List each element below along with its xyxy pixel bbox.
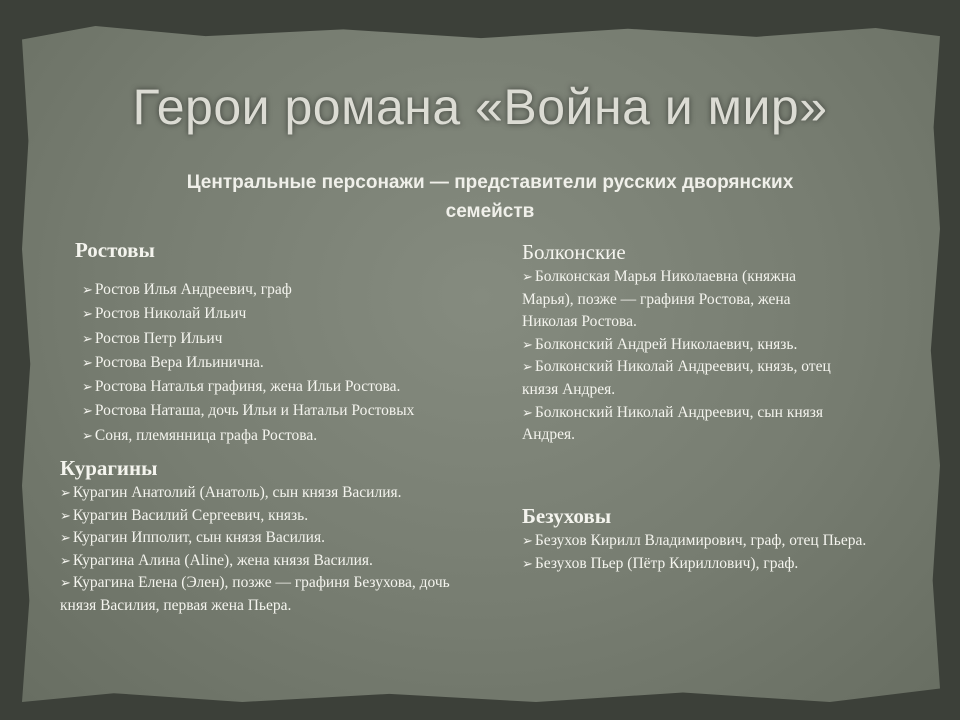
arrow-bullet-icon: ➢ [82, 306, 93, 322]
arrow-bullet-icon: ➢ [522, 336, 533, 352]
list-item-text: Болконский Андрей Николаевич, князь. [534, 335, 798, 353]
arrow-bullet-icon: ➢ [522, 555, 533, 571]
list-item [82, 302, 522, 326]
list-item-text: Курагин Анатолий (Анатоль), сын князя Василия. [72, 484, 402, 501]
list-item [82, 424, 522, 448]
list-item-text: Болконский Николай Андреевич, князь, отец князя Андрея. [522, 358, 831, 398]
list-item-text: Болконская Марья Николаевна (княжна Марья), позже — графиня Ростова, жена Николая Ростова. [522, 268, 797, 331]
list-item [82, 278, 522, 302]
arrow-bullet-icon: ➢ [82, 330, 93, 346]
list-item [522, 402, 842, 447]
slide-title: Герои романа «Война и мир» [132, 79, 828, 135]
arrow-bullet-icon: ➢ [60, 485, 71, 500]
arrow-bullet-icon: ➢ [60, 530, 71, 545]
heading-rostovy: Ростовы [75, 238, 155, 262]
list-item-text: Безухов Пьер (Пётр Кириллович), граф. [534, 554, 799, 572]
heading-bezuhovy: Безуховы [522, 504, 612, 528]
arrow-bullet-icon: ➢ [60, 575, 71, 590]
list-item [522, 356, 842, 401]
arrow-bullet-icon: ➢ [522, 533, 533, 548]
arrow-bullet-icon: ➢ [60, 507, 71, 523]
list-item-text: Ростова Наташа, дочь Ильи и Натальи Ростовых [94, 402, 415, 420]
slide-subtitle: Центральные персонажи — представители русских дворянских семейств [186, 172, 794, 222]
list-item [82, 399, 522, 423]
list-item-text: Курагина Елена (Элен), позже — графиня Безухова, дочь князя Василия, первая жена Пьера. [60, 574, 450, 614]
arrow-bullet-icon: ➢ [82, 282, 93, 297]
arrow-bullet-icon: ➢ [82, 403, 93, 419]
list-item-text: Ростов Петр Ильич [94, 329, 223, 347]
list-item [522, 266, 842, 334]
heading-kuraginy: Курагины [60, 456, 158, 480]
list-item [60, 482, 465, 505]
list-rostovy [82, 278, 522, 448]
list-item-text: Курагин Василий Сергеевич, князь. [72, 506, 309, 524]
arrow-bullet-icon: ➢ [522, 404, 533, 420]
list-item [60, 572, 465, 617]
list-item [60, 550, 465, 573]
list-item-text: Ростова Вера Ильинична. [94, 353, 264, 371]
list-item-text: Ростов Николай Ильич [94, 305, 247, 323]
arrow-bullet-icon: ➢ [522, 359, 533, 375]
list-bolkonskie [522, 266, 842, 447]
list-item-text: Ростова Наталья графиня, жена Ильи Ростова. [94, 378, 401, 396]
list-item [522, 553, 867, 576]
list-item-text: Ростов Илья Андреевич, граф [94, 281, 292, 298]
arrow-bullet-icon: ➢ [60, 552, 71, 568]
list-item [82, 351, 522, 375]
list-item [60, 505, 465, 528]
list-item-text: Соня, племянница графа Ростова. [94, 426, 318, 444]
list-kuraginy [60, 482, 465, 617]
arrow-bullet-icon: ➢ [82, 379, 93, 395]
list-item [60, 527, 465, 550]
list-item [82, 327, 522, 351]
list-item-text: Безухов Кирилл Владимирович, граф, отец Пьера. [534, 532, 867, 549]
list-item-text: Курагин Ипполит, сын князя Василия. [72, 529, 325, 546]
list-item [522, 530, 867, 553]
heading-bolkonskie: Болконские [522, 240, 626, 264]
list-item [82, 375, 522, 399]
list-item [522, 334, 842, 357]
arrow-bullet-icon: ➢ [82, 354, 93, 370]
arrow-bullet-icon: ➢ [522, 269, 533, 284]
list-item-text: Курагина Алина (Aline), жена князя Василия. [72, 551, 373, 569]
list-bezuhovy [522, 530, 867, 575]
arrow-bullet-icon: ➢ [82, 427, 93, 443]
list-item-text: Болконский Николай Андреевич, сын князя Андрея. [522, 403, 824, 444]
